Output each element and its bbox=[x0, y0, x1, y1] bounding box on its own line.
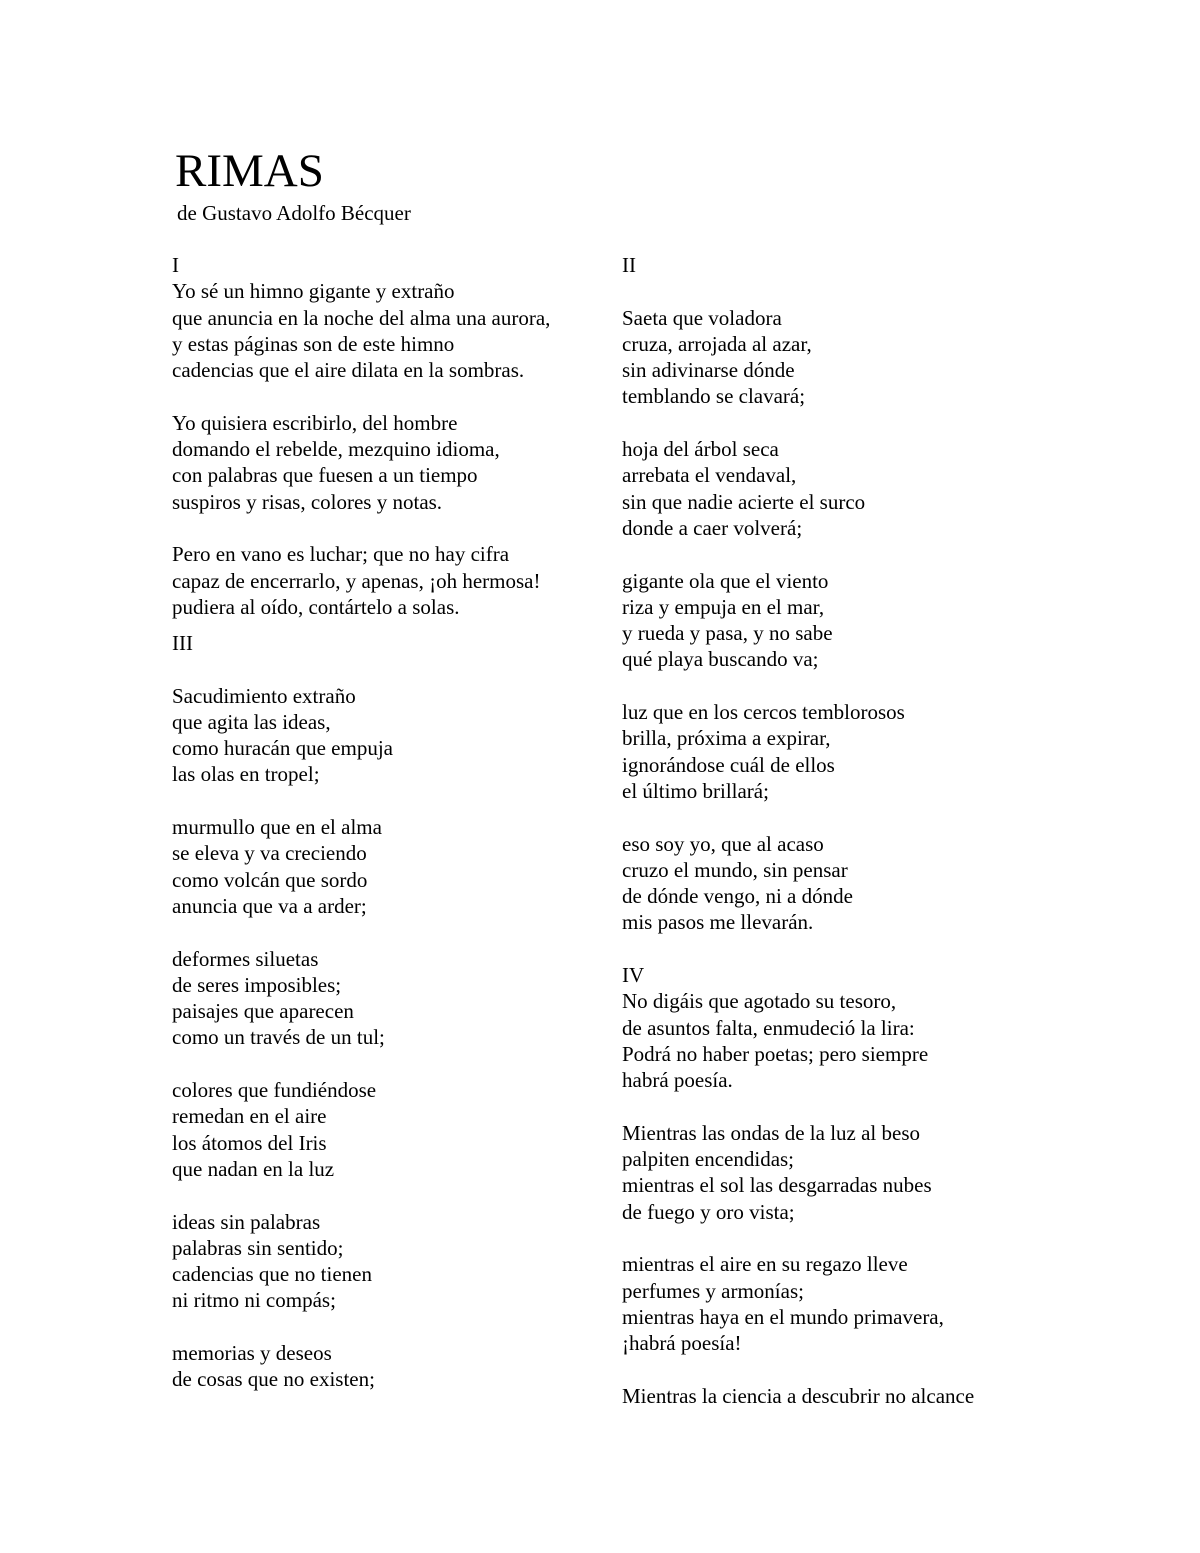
verse-line: de fuego y oro vista; bbox=[622, 1199, 795, 1224]
verse-line: Sacudimiento extraño bbox=[172, 683, 356, 708]
stanza bbox=[622, 1383, 1062, 1409]
verse-line: que agita las ideas, bbox=[172, 709, 331, 734]
verse-line: que anuncia en la noche del alma una aurora, bbox=[172, 305, 551, 330]
document-title: RIMAS bbox=[175, 145, 324, 197]
verse-line: de asuntos falta, enmudeció la lira: bbox=[622, 1015, 915, 1040]
verse-line: palabras sin sentido; bbox=[172, 1235, 344, 1260]
verse-line: cruza, arrojada al azar, bbox=[622, 331, 812, 356]
poem-ii bbox=[622, 252, 1062, 936]
verse-line: perfumes y armonías; bbox=[622, 1278, 804, 1303]
verse-line: cadencias que no tienen bbox=[172, 1262, 372, 1287]
verse-line: temblando se clavará; bbox=[622, 384, 806, 409]
verse-line: hoja del árbol seca bbox=[622, 437, 779, 462]
verse-line: anuncia que va a arder; bbox=[172, 893, 367, 918]
verse-line: donde a caer volverá; bbox=[622, 515, 803, 540]
verse-line: murmullo que en el alma bbox=[172, 815, 382, 840]
stanza-break bbox=[622, 1093, 1062, 1119]
stanza bbox=[622, 568, 1062, 673]
verse-line: Pero en vano es luchar; que no hay cifra bbox=[172, 542, 510, 567]
stanza bbox=[172, 1209, 612, 1314]
verse-line: mientras el aire en su regazo lleve bbox=[622, 1252, 908, 1277]
verse-line: Mientras las ondas de la luz al beso bbox=[622, 1120, 920, 1145]
verse-line: No digáis que agotado su tesoro, bbox=[622, 989, 897, 1014]
verse-line: habrá poesía. bbox=[622, 1068, 733, 1093]
stanza bbox=[622, 699, 1062, 804]
verse-line: Mientras la ciencia a descubrir no alcance bbox=[622, 1383, 975, 1408]
stanza-break bbox=[172, 515, 612, 541]
verse-line: paisajes que aparecen bbox=[172, 999, 354, 1024]
verse-line: Yo quisiera escribirlo, del hombre bbox=[172, 410, 458, 435]
verse-line: las olas en tropel; bbox=[172, 762, 320, 787]
verse-line: domando el rebelde, mezquino idioma, bbox=[172, 437, 500, 462]
stanza bbox=[622, 305, 1062, 410]
verse-line: de seres imposibles; bbox=[172, 972, 342, 997]
poem-i bbox=[172, 252, 612, 620]
stanza-break bbox=[622, 410, 1062, 436]
stanza bbox=[172, 410, 612, 515]
verse-line: y estas páginas son de este himno bbox=[172, 331, 455, 356]
stanza bbox=[172, 541, 612, 620]
stanza-break bbox=[622, 1356, 1062, 1382]
verse-line: Podrá no haber poetas; pero siempre bbox=[622, 1041, 929, 1066]
stanza bbox=[622, 436, 1062, 541]
verse-line: mis pasos me llevarán. bbox=[622, 910, 814, 935]
poem-number: II bbox=[622, 253, 636, 277]
stanza bbox=[172, 683, 612, 788]
verse-line: de dónde vengo, ni a dónde bbox=[622, 884, 853, 909]
verse-line: mientras haya en el mundo primavera, bbox=[622, 1304, 944, 1329]
stanza bbox=[172, 946, 612, 1051]
verse-line: ideas sin palabras bbox=[172, 1209, 321, 1234]
poem-number: I bbox=[172, 253, 179, 277]
stanza-break bbox=[172, 919, 612, 945]
stanza-break bbox=[622, 1225, 1062, 1251]
verse-line: Yo sé un himno gigante y extraño bbox=[172, 279, 455, 304]
verse-line: ni ritmo ni compás; bbox=[172, 1288, 336, 1313]
verse-line: y rueda y pasa, y no sabe bbox=[622, 621, 833, 646]
verse-line: luz que en los cercos temblorosos bbox=[622, 700, 905, 725]
verse-line: que nadan en la luz bbox=[172, 1156, 335, 1181]
verse-line: de cosas que no existen; bbox=[172, 1367, 375, 1392]
verse-line: arrebata el vendaval, bbox=[622, 463, 797, 488]
verse-line: sin que nadie acierte el surco bbox=[622, 489, 866, 514]
poem-number: III bbox=[172, 631, 193, 655]
poem-number: IV bbox=[622, 963, 645, 987]
verse-line: colores que fundiéndose bbox=[172, 1078, 377, 1103]
verse-line: Saeta que voladora bbox=[622, 305, 782, 330]
poem-iv bbox=[622, 962, 1062, 1409]
stanza-break bbox=[172, 1182, 612, 1208]
verse-line: los átomos del Iris bbox=[172, 1130, 327, 1155]
verse-line: ignorándose cuál de ellos bbox=[622, 752, 835, 777]
stanza-break bbox=[172, 383, 612, 409]
verse-line: remedan en el aire bbox=[172, 1104, 327, 1129]
document-subtitle: de Gustavo Adolfo Bécquer bbox=[177, 201, 411, 225]
verse-line: qué playa buscando va; bbox=[622, 647, 819, 672]
verse-line: pudiera al oído, contártelo a solas. bbox=[172, 594, 460, 619]
stanza-break bbox=[172, 656, 612, 682]
verse-line: deformes siluetas bbox=[172, 946, 319, 971]
verse-line: el último brillará; bbox=[622, 778, 769, 803]
verse-line: eso soy yo, que al acaso bbox=[622, 831, 824, 856]
verse-line: cruzo el mundo, sin pensar bbox=[622, 857, 848, 882]
stanza bbox=[172, 814, 612, 919]
verse-line: ¡habrá poesía! bbox=[622, 1331, 742, 1356]
stanza-break bbox=[172, 788, 612, 814]
stanza bbox=[622, 988, 1062, 1093]
stanza-break bbox=[622, 541, 1062, 567]
poem-iii bbox=[172, 630, 612, 1393]
stanza bbox=[172, 1077, 612, 1182]
stanza-break bbox=[172, 1314, 612, 1340]
verse-line: palpiten encendidas; bbox=[622, 1147, 795, 1172]
stanza bbox=[622, 1251, 1062, 1356]
verse-line: como un través de un tul; bbox=[172, 1025, 385, 1050]
verse-line: cadencias que el aire dilata en la sombras. bbox=[172, 358, 525, 383]
stanza bbox=[622, 1120, 1062, 1225]
verse-line: gigante ola que el viento bbox=[622, 568, 829, 593]
verse-line: mientras el sol las desgarradas nubes bbox=[622, 1173, 932, 1198]
verse-line: como huracán que empuja bbox=[172, 736, 393, 761]
stanza bbox=[172, 1340, 612, 1393]
verse-line: capaz de encerrarlo, y apenas, ¡oh hermosa! bbox=[172, 568, 541, 593]
verse-line: memorias y deseos bbox=[172, 1341, 332, 1366]
verse-line: riza y empuja en el mar, bbox=[622, 594, 825, 619]
stanza-break bbox=[172, 1051, 612, 1077]
verse-line: suspiros y risas, colores y notas. bbox=[172, 489, 443, 514]
stanza bbox=[172, 278, 612, 383]
verse-line: sin adivinarse dónde bbox=[622, 358, 795, 383]
stanza-break bbox=[622, 278, 1062, 304]
verse-line: con palabras que fuesen a un tiempo bbox=[172, 463, 478, 488]
verse-line: como volcán que sordo bbox=[172, 867, 368, 892]
stanza-break bbox=[622, 673, 1062, 699]
verse-line: se eleva y va creciendo bbox=[172, 841, 367, 866]
stanza bbox=[622, 831, 1062, 936]
stanza-break bbox=[622, 804, 1062, 830]
verse-line: brilla, próxima a expirar, bbox=[622, 726, 831, 751]
